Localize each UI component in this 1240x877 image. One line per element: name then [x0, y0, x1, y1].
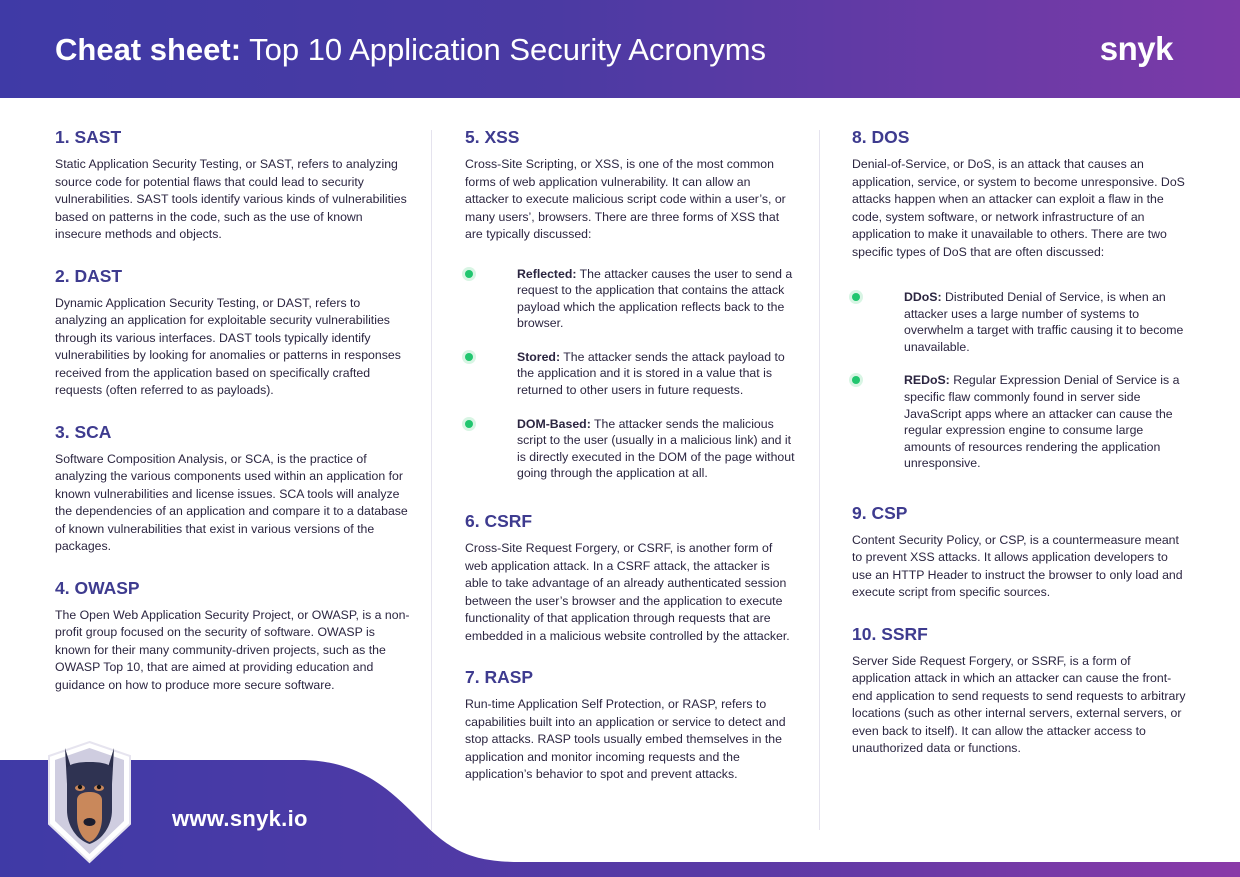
section-csp [852, 502, 1187, 602]
section-title: 4. OWASP [55, 577, 140, 598]
bullet-dot-icon [849, 290, 863, 304]
bullet-dot-icon [849, 373, 863, 387]
section-owasp [55, 577, 410, 695]
section-title: 9. CSP [852, 502, 908, 523]
section-sca [55, 421, 410, 556]
bullet-term: Reflected: [517, 266, 577, 281]
section-body: Cross-Site Request Forgery, or CSRF, is another form of web application attack. In a CSRF attack, the attacker is able to take advantage of an already authenticated session between the user’s browser and the application to execute functionality of that application through requests that are embedded in a malicious website controlled by the attacker. [465, 541, 790, 643]
bullet-text: The attacker sends the attack payload to the application and it is stored in a value that is returned to other users in future requests. [517, 349, 785, 398]
section-title: 1. SAST [55, 127, 122, 147]
section-body: Denial-of-Service, or DoS, is an attack that causes an application, service, or system to become unresponsive. DoS attacks happen when an attacker can exploit a flaw in the code, system software, or network infrastructure of an application to make it unavailable to others. There are two specific types of DoS that are often discussed: [852, 157, 1185, 259]
list-item [465, 349, 795, 399]
section-body: Dynamic Application Security Testing, or DAST, refers to analyzing an application for exploitable security vulnerabilities through its various interfaces. DAST tools typically identify vulnerabilities by looking for anomalies or patterns in responses received from the application based on specifically crafted requests (often referred to as payloads). [55, 295, 401, 397]
bullet-term: DOM-Based: [517, 416, 591, 431]
section-title: 3. SCA [55, 421, 112, 442]
bullet-dot-icon [462, 417, 476, 431]
list-item [852, 289, 1187, 355]
bullet-dot-icon [462, 267, 476, 281]
column-3 [852, 126, 1187, 779]
section-title: 8. DOS [852, 127, 910, 147]
section-csrf [465, 510, 795, 645]
bullet-text: The attacker causes the user to send a request to the application that contains the attack payload which the application reflects back to the browser. [517, 266, 793, 331]
section-title: 10. SSRF [852, 623, 928, 644]
section-body: The Open Web Application Security Project, or OWASP, is a non-profit group focused on the security of software. OWASP is known for their many community-driven projects, such as the OWASP Top 10, that are aimed at providing education and guidance on how to produce more secure software. [55, 607, 410, 692]
page-title-bold: Cheat sheet: [55, 32, 242, 67]
section-body: Software Composition Analysis, or SCA, is the practice of analyzing the various components used within an application for known vulnerabilities and license issues. SCA tools will analyze the dependencies of an application and compare it to a database of known vulnerabilities that exist in various versions of the packages. [55, 451, 408, 553]
column-1 [55, 126, 410, 715]
section-body: Static Application Security Testing, or SAST, refers to analyzing source code for potential flaws that could lead to security vulnerabilities. SAST tools identify various kinds of vulnerabilities based on patterns in the code, such as the use of known insecure methods and objects. [55, 157, 407, 241]
section-body: Server Side Request Forgery, or SSRF, is a form of application attack in which an attacker can cause the front-end application to send requests to send requests to arbitrary locations (such as other internal servers, external servers, or even back to itself). It can allow the attacker access to unauthorized data or functions. [852, 653, 1186, 756]
bullet-term: Stored: [517, 349, 561, 364]
snyk-logo[interactable]: snyk [1099, 30, 1173, 67]
section-sast [55, 126, 410, 244]
section-title: 2. DAST [55, 265, 123, 286]
bullet-list [465, 266, 795, 483]
section-body: Content Security Policy, or CSP, is a countermeasure meant to prevent XSS attacks. It allows application developers to use an HTTP Header to instruct the browser to only load and execute script from specific sources. [852, 532, 1183, 600]
section-body: Cross-Site Scripting, or XSS, is one of the most common forms of web application vulnerability. It can allow an attacker to execute malicious script code within a user’s, or many users’, browsers. There are three forms of XSS that are typically discussed: [465, 157, 786, 241]
section-body: Run-time Application Self Protection, or RASP, refers to capabilities built into an application or service to detect and stop attacks. RASP tools usually embed themselves in the application and monitor incoming requests and the application’s behavior to spot and prevent attacks. [465, 697, 786, 782]
section-xss [465, 126, 795, 482]
section-ssrf [852, 623, 1187, 758]
bullet-term: REDoS: [904, 373, 950, 388]
column-divider [431, 130, 432, 830]
list-item [852, 372, 1187, 472]
section-title: 5. XSS [465, 127, 520, 147]
section-title: 6. CSRF [465, 511, 533, 532]
column-2 [465, 126, 795, 805]
bullet-text: Regular Expression Denial of Service is a specific flaw commonly found in server side JavaScript apps where an attacker can cause the regular expression engine to consume large amounts of resources rendering the application unresponsive. [904, 373, 1180, 471]
page-title-rest: Top 10 Application Security Acronyms [241, 32, 767, 67]
bullet-text: Distributed Denial of Service, is when an attacker uses a large number of systems to overwhelm a target with traffic causing it to become unavailable. [904, 290, 1184, 354]
section-title: 7. RASP [465, 667, 534, 688]
doberman-mascot-icon [47, 740, 132, 864]
bullet-term: DDoS: [904, 290, 942, 304]
section-dast [55, 265, 410, 400]
bullet-list [852, 289, 1187, 472]
section-dos [852, 126, 1187, 472]
bullet-dot-icon [462, 350, 476, 364]
list-item [465, 266, 795, 332]
header-banner [0, 0, 1240, 98]
page-title [55, 31, 766, 69]
footer-url-link[interactable]: www.snyk.io [172, 806, 308, 831]
column-divider [819, 130, 820, 830]
list-item [465, 416, 795, 482]
bullet-text: The attacker sends the malicious script to the user (usually in a malicious link) and it is directly executed in the DOM of the page without going through the application at all. [517, 416, 795, 481]
